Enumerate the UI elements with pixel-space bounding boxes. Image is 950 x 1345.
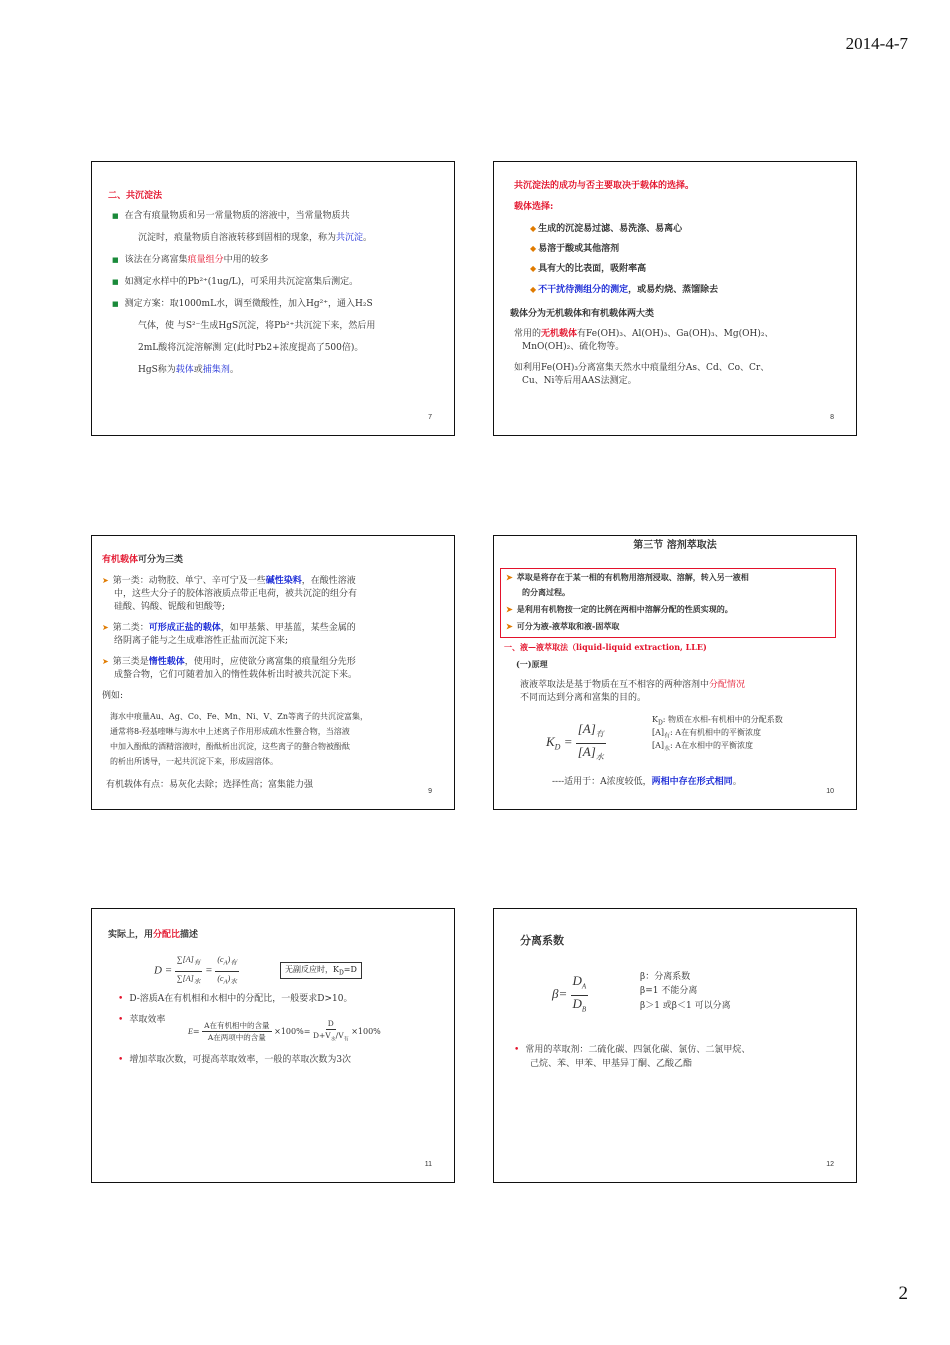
beta-formula: β= $\frac{D_A}{D_B}$ bbox=[552, 973, 587, 1014]
bullet-square-icon: ■ bbox=[112, 300, 119, 308]
definition-item: ➤ 萃取是将存在于某一相的有机物用溶剂浸取、溶解，转入另一液相 bbox=[506, 572, 749, 582]
paragraph-line: 如利用Fe(OH)₃分离富集天然水中痕量组分As、Cd、Co、Cr、 bbox=[514, 363, 770, 373]
definition-line: $K_D$: 物质在水相-有机相中的分配系数 bbox=[652, 715, 783, 727]
arrow-bullet-icon: ➤ bbox=[102, 576, 109, 585]
kd-formula: $K_D$ = $\frac{[A]_有}{[A]_水}$ bbox=[546, 721, 604, 762]
bullet-square-icon: ■ bbox=[112, 278, 119, 286]
definition-item: ➤ 是利用有机物按一定的比例在两相中溶解分配的性质实现的。 bbox=[506, 604, 733, 614]
paragraph-line: 中，这些大分子的胶体溶液质点带正电荷，被共沉淀的组分有 bbox=[114, 589, 358, 599]
slide-title: 二、共沉淀法 bbox=[108, 191, 163, 201]
criterion-item: ◆ 具有大的比表面，吸附率高 bbox=[530, 263, 647, 274]
slide-number: 8 bbox=[830, 414, 834, 421]
paragraph-line: 气体，使 与S²⁻生成HgS沉淀，将Pb²⁺共沉淀下来，然后用 bbox=[138, 321, 376, 331]
page-number: 2 bbox=[898, 1283, 908, 1304]
example-line: 的析出所诱导，一起共沉淀下来，形成固溶体。 bbox=[110, 757, 278, 766]
slide-8 bbox=[493, 161, 857, 436]
diamond-bullet-icon: ◆ bbox=[530, 223, 537, 233]
slide-title: 第三节 溶剂萃取法 bbox=[633, 540, 717, 551]
paragraph-line: 常用的无机载体有Fe(OH)₃、Al(OH)₃、Ga(OH)₃、Mg(OH)₂、 bbox=[514, 329, 774, 339]
slide-12 bbox=[493, 908, 857, 1183]
e-formula: E= $\frac{\text{A在有机相中的含量}}{\text{A在两项中的含量}}$ ×100%= $\frac{D}{D+V_水/V_有}$ ×100% bbox=[188, 1019, 381, 1043]
bullet-item: • 常用的萃取剂：二硫化碳、四氯化碳、氯仿、二氯甲烷、 bbox=[514, 1045, 751, 1055]
paragraph-line: 的分离过程。 bbox=[522, 587, 570, 597]
definition-item: ➤ 可分为液-液萃取和液-固萃取 bbox=[506, 621, 620, 631]
slide-number: 7 bbox=[428, 414, 432, 421]
definition-line: β：分离系数 bbox=[640, 972, 691, 982]
slide-heading: 有机载体可分为三类 bbox=[102, 555, 184, 565]
paragraph-line: 成螯合物，它们可随着加入的惰性载体析出时被共沉淀下来。 bbox=[114, 670, 358, 680]
paragraph-line: HgS称为载体或捕集剂。 bbox=[138, 365, 239, 375]
example-line: 中加入酚酞的酒精溶液时，酚酞析出沉淀，这些离子的螯合物被酚酞 bbox=[110, 742, 350, 751]
slide-subheading: 载体选择: bbox=[514, 202, 554, 212]
arrow-bullet-icon: ➤ bbox=[102, 657, 109, 666]
bullet-item: • 增加萃取次数，可提高萃取效率，一般的萃取次数为3次 bbox=[118, 1055, 352, 1065]
paragraph-line: ■ 该法在分离富集痕量组分中用的较多 bbox=[112, 255, 269, 265]
slide-10 bbox=[493, 535, 857, 810]
diamond-bullet-icon: ◆ bbox=[530, 243, 537, 253]
criterion-item: ◆ 生成的沉淀易过滤、易洗涤、易离心 bbox=[530, 223, 683, 234]
arrow-bullet-icon: ➤ bbox=[506, 572, 513, 582]
paragraph-line: Cu、Ni等后用AAS法测定。 bbox=[522, 376, 637, 386]
definition-line: $[A]_水$: A在水相中的平衡浓度 bbox=[652, 741, 754, 753]
diamond-bullet-icon: ◆ bbox=[530, 263, 537, 273]
slide-11 bbox=[91, 908, 455, 1183]
paragraph-line: 己烷、苯、甲苯、甲基异丁酮、乙酸乙酯 bbox=[530, 1059, 693, 1069]
slide-number: 10 bbox=[826, 788, 834, 795]
bullet-square-icon: ■ bbox=[112, 212, 119, 220]
example-line: 通常将8-羟基喹啉与海水中上述离子作用形成疏水性螯合物，当溶液 bbox=[110, 727, 350, 736]
page-date: 2014-4-7 bbox=[845, 34, 908, 53]
paragraph-line: ■ 在含有痕量物质和另一常量物质的溶液中，当常量物质共 bbox=[112, 211, 350, 221]
paragraph-line: 不同而达到分离和富集的目的。 bbox=[520, 693, 647, 703]
section-heading: 一、液—液萃取法（liquid-liquid extraction, LLE) bbox=[504, 642, 707, 652]
paragraph-line: 硅酸、钨酸、铌酸和钽酸等; bbox=[114, 602, 226, 612]
arrow-bullet-icon: ➤ bbox=[102, 623, 109, 632]
bullet-item: • 萃取效率 bbox=[118, 1015, 166, 1025]
slide-heading: 实际上，用分配比描述 bbox=[108, 930, 199, 940]
paragraph-line: MnO(OH)₂、硫化物等。 bbox=[522, 342, 625, 352]
subsection-heading: (一)原理 bbox=[516, 659, 548, 669]
paragraph-line: ■ 测定方案：取1000mL水，调至微酸性，加入Hg²⁺，通入H₂S bbox=[112, 299, 373, 309]
slide-number: 9 bbox=[428, 788, 432, 795]
slide-heading: 共沉淀法的成功与否主要取决于载体的选择。 bbox=[514, 181, 695, 191]
slide-7 bbox=[91, 161, 455, 436]
slide-9 bbox=[91, 535, 455, 810]
definition-line: $[A]_有$: A在有机相中的平衡浓度 bbox=[652, 728, 762, 740]
bullet-square-icon: ■ bbox=[112, 256, 119, 264]
paragraph-line: 液液萃取法是基于物质在互不相容的两种溶剂中分配情况 bbox=[520, 680, 746, 690]
applicability-line: ----适用于：A浓度较低，两相中存在形式相同。 bbox=[552, 777, 742, 787]
example-label: 例如: bbox=[102, 691, 124, 701]
slide-number: 11 bbox=[424, 1161, 432, 1168]
arrow-bullet-icon: ➤ bbox=[506, 621, 513, 631]
definition-line: β＞1 或β＜1 可以分离 bbox=[640, 1001, 731, 1011]
slide-title: 分离系数 bbox=[520, 934, 564, 947]
bullet-item: • D-溶质A在有机相和水相中的分配比，一般要求D>10。 bbox=[118, 994, 353, 1004]
bullet-dot-icon: • bbox=[118, 1015, 124, 1025]
arrow-item: ➤ 第一类：动物胶、单宁、辛可宁及一些碱性染料，在酸性溶液 bbox=[102, 576, 356, 586]
paragraph-line: ■ 如测定水样中的Pb²⁺(1ug/L)，可采用共沉淀富集后测定。 bbox=[112, 277, 359, 287]
criterion-item: ◆ 不干扰待测组分的测定，或易灼烧、蒸馏除去 bbox=[530, 284, 719, 295]
diamond-bullet-icon: ◆ bbox=[530, 284, 537, 294]
arrow-item: ➤ 第二类：可形成正盐的载体，如甲基紫、甲基蓝，某些金属的 bbox=[102, 623, 356, 633]
kd-equals-d-box: 无副反应时，$K_D=D$ bbox=[280, 962, 362, 979]
arrow-bullet-icon: ➤ bbox=[506, 604, 513, 614]
d-formula: D = $\frac{\sum[A]_有}{\sum[A]_水}$ = $\frac{(c_A)_有}{(c_A)_水}$ bbox=[154, 955, 237, 986]
carrier-types: 载体分为无机载体和有机载体两大类 bbox=[510, 309, 655, 319]
paragraph-line: 2mL酸将沉淀溶解测 定(此时Pb2+浓度提高了500倍)。 bbox=[138, 343, 364, 353]
paragraph-line: 络阴离子能与之生成难溶性正盐而沉淀下来; bbox=[114, 636, 289, 646]
example-line: 海水中痕量Au、Ag、Co、Fe、Mn、Ni、V、Zn等离子的共沉淀富集， bbox=[110, 712, 369, 721]
bullet-dot-icon: • bbox=[118, 994, 124, 1004]
definition-line: β=1 不能分离 bbox=[640, 986, 698, 996]
bullet-dot-icon: • bbox=[118, 1055, 124, 1065]
paragraph-line: 沉淀时，痕量物质自溶液转移到固相的现象，称为共沉淀。 bbox=[138, 233, 373, 243]
arrow-item: ➤ 第三类是惰性载体，使用时，应使欲分离富集的痕量组分先形 bbox=[102, 657, 356, 667]
slide-number: 12 bbox=[826, 1161, 834, 1168]
summary-line: 有机载体有点：易灰化去除；选择性高；富集能力强 bbox=[106, 780, 314, 790]
criterion-item: ◆ 易溶于酸或其他溶剂 bbox=[530, 243, 620, 254]
bullet-dot-icon: • bbox=[514, 1045, 520, 1055]
